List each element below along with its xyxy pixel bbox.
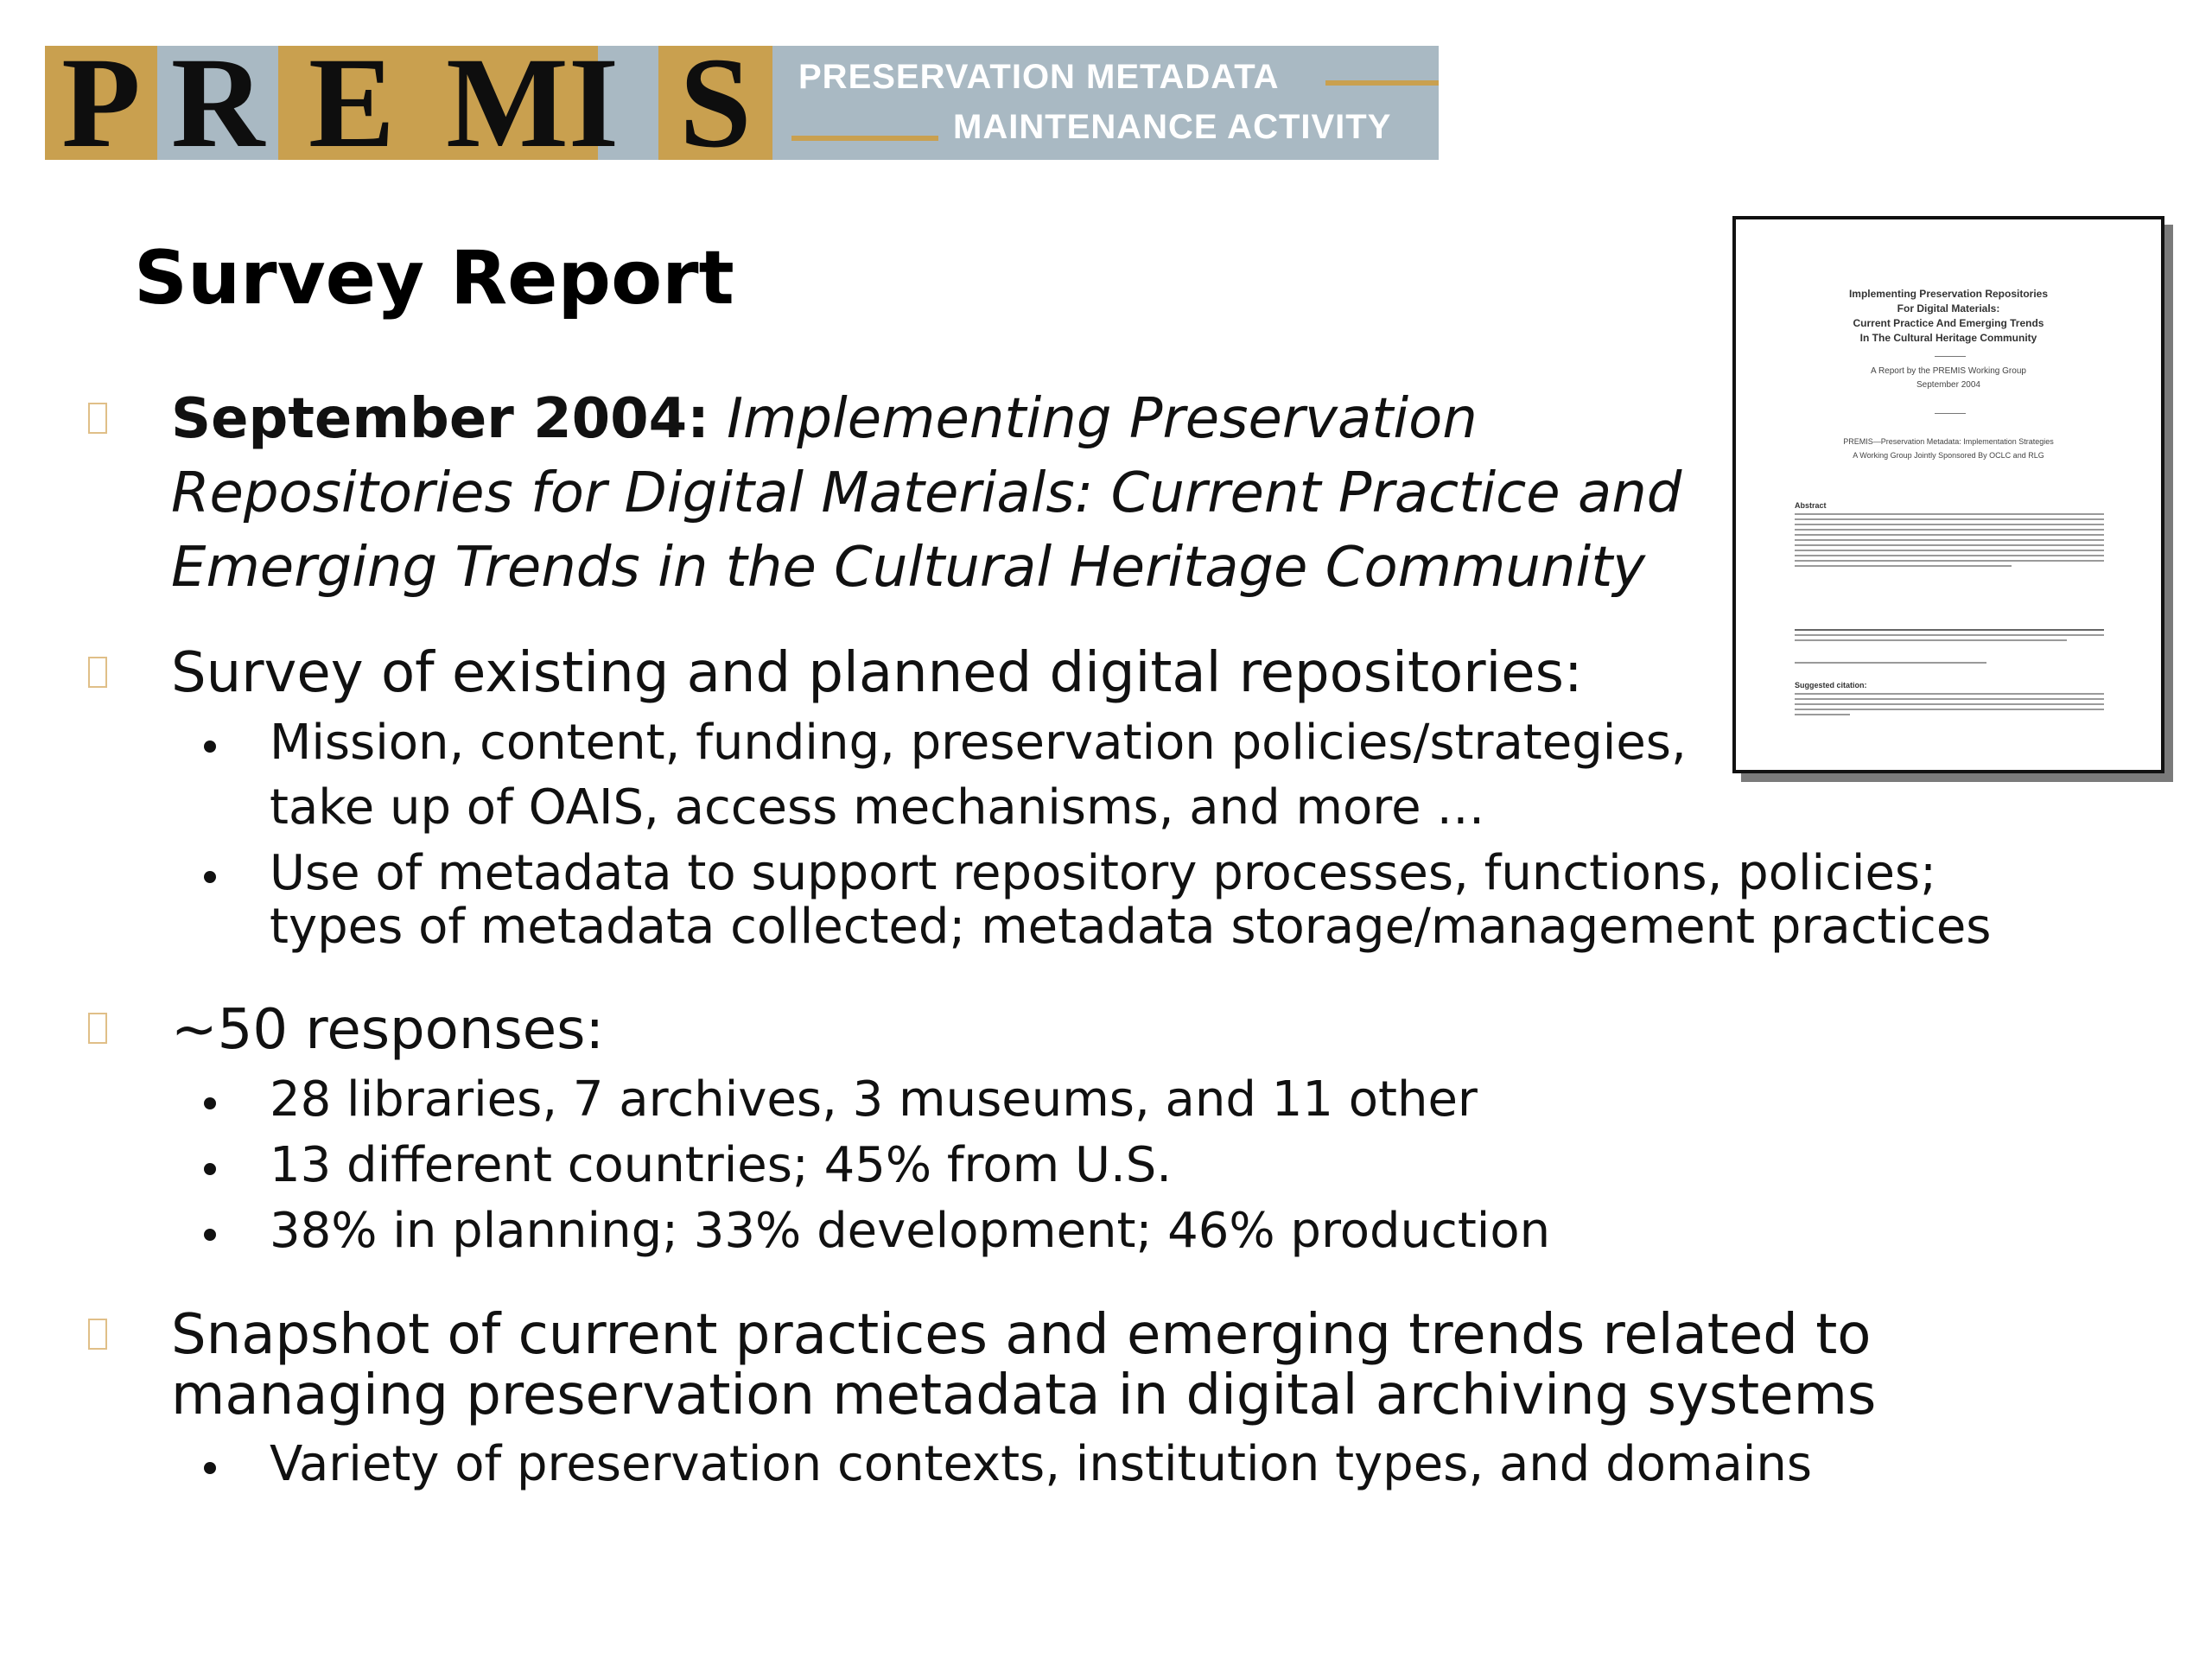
sub-bullet-dot [204, 1097, 216, 1109]
report-cover-citation-heading: Suggested citation: [1795, 681, 1867, 690]
sub-bullet-dot [204, 871, 216, 883]
report-cover-title-line: In The Cultural Heritage Community [1859, 332, 2037, 344]
report-cover-title-line: For Digital Materials: [1897, 302, 2000, 315]
sub-bullet-dot [204, 741, 216, 753]
report-cover-title [1736, 287, 2161, 346]
report-cover-abstract-heading: Abstract [1795, 501, 1827, 510]
report-cover-date: September 2004 [1916, 380, 1980, 390]
bullet-1-line-1 [171, 387, 1478, 451]
bullet-1-line-2: Repositories for Digital Materials: Current Practice and [171, 461, 1682, 525]
report-cover-abstract-text [1795, 513, 2104, 570]
page-title: Survey Report [134, 235, 734, 321]
report-cover-thumbnail [1732, 216, 2164, 773]
bullet-marker [88, 1319, 107, 1350]
premis-logo [45, 31, 772, 175]
bullet-3-sub-2: 13 different countries; 45% from U.S. [270, 1137, 1173, 1193]
report-cover-citation-text [1795, 693, 2104, 719]
report-cover-sponsor: A Working Group Jointly Sponsored By OCLC and RLG [1853, 451, 2044, 460]
sub-bullet-dot [204, 1462, 216, 1474]
report-cover-title-line: Current Practice And Emerging Trends [1853, 317, 2044, 329]
bullet-3-text: ~50 responses: [171, 998, 604, 1062]
report-cover-copyright-text [1795, 629, 2104, 645]
bullet-3-sub-1: 28 libraries, 7 archives, 3 museums, and 11 other [270, 1071, 1478, 1128]
logo-letter-m: M [446, 31, 569, 175]
bullet-2-text: Survey of existing and planned digital repositories: [171, 641, 1583, 705]
tagline-line-1: PRESERVATION METADATA [798, 58, 1280, 96]
tagline-line-2: MAINTENANCE ACTIVITY [953, 108, 1392, 146]
bullet-2-sub-1-line-2: take up of OAIS, access mechanisms, and more … [270, 779, 1485, 836]
bullet-3-sub-3: 38% in planning; 33% development; 46% production [270, 1203, 1551, 1259]
tagline-rule-bottom [791, 136, 938, 141]
logo-letter-i: I [568, 31, 620, 175]
bullet-1-date: September 2004: [171, 387, 709, 451]
bullet-2-sub-2-line-1: Use of metadata to support repository processes, functions, policies; [270, 845, 1936, 901]
premis-banner [45, 31, 1439, 175]
logo-letter-r: R [170, 31, 265, 175]
logo-letter-s: S [679, 31, 752, 175]
logo-letter-p: P [61, 31, 141, 175]
bullet-4-sub-1: Variety of preservation contexts, institution types, and domains [270, 1436, 1812, 1492]
sub-bullet-dot [204, 1163, 216, 1175]
report-cover-series: PREMIS—Preservation Metadata: Implementation Strategies [1843, 437, 2054, 446]
bullet-2-sub-2-line-2: types of metadata collected; metadata storage/management practices [270, 899, 1992, 955]
tagline-rule-top [1325, 80, 1439, 86]
bullet-2-sub-1-line-1: Mission, content, funding, preservation policies/strategies, [270, 715, 1687, 771]
report-cover-rule [1935, 413, 1966, 414]
bullet-1-title-part-1: Implementing Preservation [727, 387, 1478, 451]
bullet-1-line-3: Emerging Trends in the Cultural Heritage Community [171, 536, 1646, 600]
report-cover-reproduction-text [1795, 662, 2104, 667]
sub-bullet-dot [204, 1229, 216, 1241]
bullet-marker [88, 1013, 107, 1044]
bullet-4-line-2: managing preservation metadata in digital archiving systems [171, 1363, 1877, 1427]
logo-letter-e: E [308, 31, 396, 175]
bullet-marker [88, 403, 107, 434]
report-cover-rule [1935, 356, 1966, 357]
banner-tagline [772, 46, 1439, 160]
bullet-4-line-1: Snapshot of current practices and emerging trends related to [171, 1303, 1872, 1367]
report-cover-title-line: Implementing Preservation Repositories [1848, 288, 2049, 300]
report-cover-byline: A Report by the PREMIS Working Group [1871, 366, 2026, 376]
bullet-marker [88, 657, 107, 688]
